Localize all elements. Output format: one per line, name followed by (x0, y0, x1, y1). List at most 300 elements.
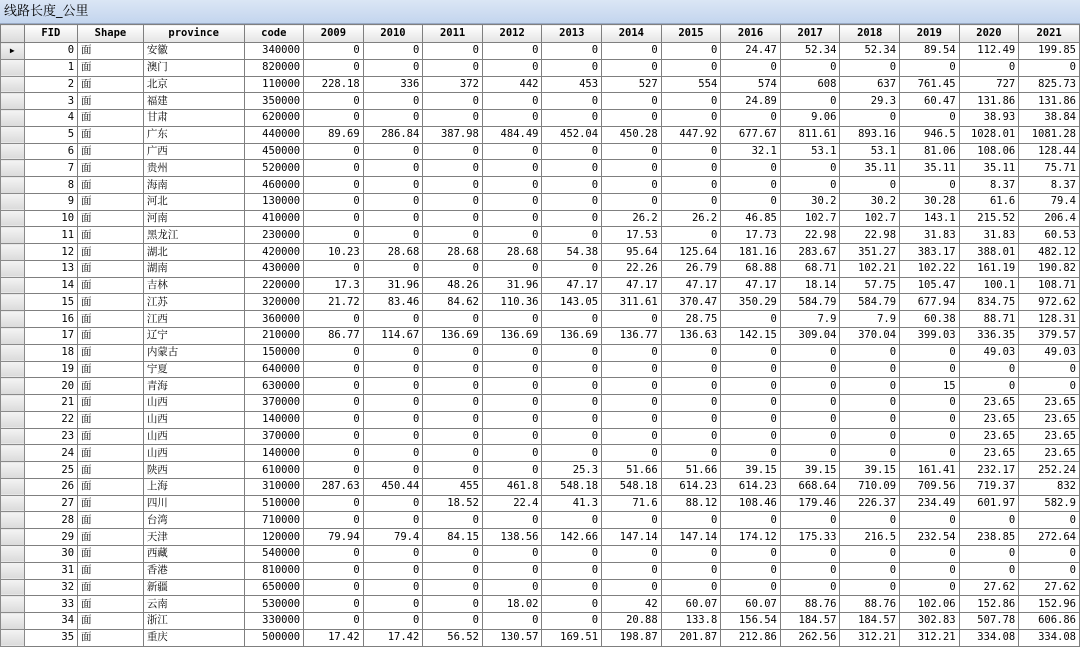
cell-2011[interactable]: 372 (423, 76, 483, 93)
cell-shape[interactable]: 面 (78, 43, 144, 60)
cell-shape[interactable]: 面 (78, 110, 144, 127)
cell-2016[interactable]: 0 (721, 110, 781, 127)
cell-2018[interactable]: 351.27 (840, 244, 900, 261)
cell-2011[interactable]: 0 (423, 93, 483, 110)
cell-code[interactable]: 140000 (244, 411, 304, 428)
cell-2020[interactable]: 23.65 (959, 411, 1019, 428)
cell-shape[interactable]: 面 (78, 445, 144, 462)
cell-2013[interactable]: 0 (542, 613, 602, 630)
cell-2016[interactable]: 677.67 (721, 126, 781, 143)
table-row[interactable] (1, 378, 1080, 395)
cell-2010[interactable]: 0 (363, 193, 423, 210)
cell-2009[interactable]: 0 (304, 579, 364, 596)
cell-2012[interactable]: 31.96 (482, 277, 542, 294)
cell-2013[interactable]: 0 (542, 93, 602, 110)
cell-2010[interactable]: 0 (363, 579, 423, 596)
row-selector[interactable] (1, 495, 25, 512)
cell-2012[interactable]: 0 (482, 260, 542, 277)
cell-2020[interactable]: 23.65 (959, 428, 1019, 445)
cell-2015[interactable]: 201.87 (661, 629, 721, 646)
cell-2014[interactable]: 0 (602, 43, 662, 60)
cell-2020[interactable]: 27.62 (959, 579, 1019, 596)
cell-2020[interactable]: 112.49 (959, 43, 1019, 60)
cell-2011[interactable]: 0 (423, 545, 483, 562)
cell-2016[interactable]: 0 (721, 395, 781, 412)
cell-fid[interactable]: 10 (24, 210, 77, 227)
table-row[interactable] (1, 43, 1080, 60)
cell-shape[interactable]: 面 (78, 629, 144, 646)
cell-2016[interactable]: 32.1 (721, 143, 781, 160)
cell-2021[interactable]: 379.57 (1019, 328, 1080, 345)
cell-2013[interactable]: 0 (542, 428, 602, 445)
cell-province[interactable]: 澳门 (143, 59, 244, 76)
cell-2011[interactable]: 455 (423, 478, 483, 495)
cell-2015[interactable]: 0 (661, 395, 721, 412)
cell-province[interactable]: 海南 (143, 177, 244, 194)
row-selector[interactable] (1, 277, 25, 294)
cell-2014[interactable]: 17.53 (602, 227, 662, 244)
cell-2016[interactable]: 39.15 (721, 462, 781, 479)
table-row[interactable] (1, 411, 1080, 428)
row-selector[interactable] (1, 193, 25, 210)
cell-2013[interactable]: 0 (542, 545, 602, 562)
cell-2009[interactable]: 89.69 (304, 126, 364, 143)
cell-shape[interactable]: 面 (78, 596, 144, 613)
cell-code[interactable]: 420000 (244, 244, 304, 261)
row-selector[interactable] (1, 328, 25, 345)
cell-2021[interactable]: 482.12 (1019, 244, 1080, 261)
cell-2010[interactable]: 0 (363, 93, 423, 110)
cell-2020[interactable]: 1028.01 (959, 126, 1019, 143)
cell-2010[interactable]: 0 (363, 210, 423, 227)
table-row[interactable] (1, 562, 1080, 579)
table-row[interactable] (1, 361, 1080, 378)
cell-2016[interactable]: 24.47 (721, 43, 781, 60)
cell-code[interactable]: 820000 (244, 59, 304, 76)
cell-2020[interactable]: 152.86 (959, 596, 1019, 613)
row-selector[interactable] (1, 579, 25, 596)
cell-2021[interactable]: 606.86 (1019, 613, 1080, 630)
cell-2015[interactable]: 0 (661, 411, 721, 428)
cell-2021[interactable]: 832 (1019, 478, 1080, 495)
row-selector[interactable] (1, 378, 25, 395)
cell-2012[interactable]: 461.8 (482, 478, 542, 495)
cell-2014[interactable]: 42 (602, 596, 662, 613)
row-selector[interactable] (1, 445, 25, 462)
cell-2021[interactable]: 75.71 (1019, 160, 1080, 177)
cell-2011[interactable]: 387.98 (423, 126, 483, 143)
cell-2017[interactable]: 584.79 (780, 294, 840, 311)
row-selector[interactable] (1, 260, 25, 277)
cell-2021[interactable]: 582.9 (1019, 495, 1080, 512)
cell-2010[interactable]: 0 (363, 227, 423, 244)
cell-2010[interactable]: 0 (363, 545, 423, 562)
row-selector[interactable] (1, 478, 25, 495)
cell-2017[interactable]: 668.64 (780, 478, 840, 495)
cell-2015[interactable]: 0 (661, 562, 721, 579)
cell-2019[interactable]: 0 (900, 177, 960, 194)
cell-fid[interactable]: 3 (24, 93, 77, 110)
cell-2020[interactable]: 507.78 (959, 613, 1019, 630)
cell-2021[interactable]: 1081.28 (1019, 126, 1080, 143)
cell-2017[interactable]: 309.04 (780, 328, 840, 345)
cell-2018[interactable]: 22.98 (840, 227, 900, 244)
column-header-2015[interactable]: 2015 (661, 25, 721, 43)
cell-2009[interactable]: 0 (304, 395, 364, 412)
cell-2011[interactable]: 28.68 (423, 244, 483, 261)
cell-2011[interactable]: 0 (423, 143, 483, 160)
cell-2010[interactable]: 286.84 (363, 126, 423, 143)
row-selector[interactable] (1, 126, 25, 143)
cell-2013[interactable]: 0 (542, 110, 602, 127)
cell-2021[interactable]: 972.62 (1019, 294, 1080, 311)
cell-2018[interactable]: 370.04 (840, 328, 900, 345)
cell-2013[interactable]: 47.17 (542, 277, 602, 294)
cell-2019[interactable]: 0 (900, 562, 960, 579)
cell-2016[interactable]: 0 (721, 579, 781, 596)
cell-province[interactable]: 福建 (143, 93, 244, 110)
row-selector[interactable] (1, 545, 25, 562)
cell-2020[interactable]: 88.71 (959, 311, 1019, 328)
table-row[interactable] (1, 529, 1080, 546)
row-selector[interactable] (1, 613, 25, 630)
cell-fid[interactable]: 15 (24, 294, 77, 311)
cell-shape[interactable]: 面 (78, 361, 144, 378)
cell-2009[interactable]: 0 (304, 311, 364, 328)
cell-2020[interactable]: 727 (959, 76, 1019, 93)
cell-2009[interactable]: 228.18 (304, 76, 364, 93)
cell-2015[interactable]: 0 (661, 143, 721, 160)
cell-2020[interactable]: 238.85 (959, 529, 1019, 546)
cell-2017[interactable]: 9.06 (780, 110, 840, 127)
cell-2011[interactable]: 0 (423, 596, 483, 613)
cell-2009[interactable]: 0 (304, 143, 364, 160)
cell-2015[interactable]: 0 (661, 378, 721, 395)
cell-code[interactable]: 410000 (244, 210, 304, 227)
cell-2009[interactable]: 0 (304, 495, 364, 512)
cell-2018[interactable]: 584.79 (840, 294, 900, 311)
cell-2019[interactable]: 161.41 (900, 462, 960, 479)
cell-province[interactable]: 上海 (143, 478, 244, 495)
cell-2019[interactable]: 60.47 (900, 93, 960, 110)
cell-fid[interactable]: 17 (24, 328, 77, 345)
cell-2011[interactable]: 0 (423, 445, 483, 462)
cell-province[interactable]: 新疆 (143, 579, 244, 596)
cell-province[interactable]: 河南 (143, 210, 244, 227)
column-header-2018[interactable]: 2018 (840, 25, 900, 43)
cell-2012[interactable]: 0 (482, 545, 542, 562)
cell-fid[interactable]: 6 (24, 143, 77, 160)
cell-2010[interactable]: 83.46 (363, 294, 423, 311)
cell-shape[interactable]: 面 (78, 562, 144, 579)
column-header-2009[interactable]: 2009 (304, 25, 364, 43)
cell-2018[interactable]: 30.2 (840, 193, 900, 210)
cell-2015[interactable]: 47.17 (661, 277, 721, 294)
cell-2019[interactable]: 89.54 (900, 43, 960, 60)
cell-2009[interactable]: 0 (304, 260, 364, 277)
column-header-2017[interactable]: 2017 (780, 25, 840, 43)
cell-2013[interactable]: 548.18 (542, 478, 602, 495)
cell-2015[interactable]: 0 (661, 93, 721, 110)
cell-2011[interactable]: 0 (423, 562, 483, 579)
table-row[interactable] (1, 579, 1080, 596)
cell-2016[interactable]: 0 (721, 344, 781, 361)
cell-code[interactable]: 210000 (244, 328, 304, 345)
cell-2013[interactable]: 0 (542, 512, 602, 529)
cell-2014[interactable]: 450.28 (602, 126, 662, 143)
cell-2019[interactable]: 0 (900, 512, 960, 529)
row-selector[interactable] (1, 43, 25, 60)
cell-2014[interactable]: 147.14 (602, 529, 662, 546)
cell-province[interactable]: 广西 (143, 143, 244, 160)
cell-2021[interactable]: 190.82 (1019, 260, 1080, 277)
cell-2009[interactable]: 0 (304, 462, 364, 479)
cell-2020[interactable]: 388.01 (959, 244, 1019, 261)
cell-2015[interactable]: 26.79 (661, 260, 721, 277)
cell-2012[interactable]: 28.68 (482, 244, 542, 261)
cell-fid[interactable]: 2 (24, 76, 77, 93)
cell-2020[interactable]: 215.52 (959, 210, 1019, 227)
cell-province[interactable]: 山西 (143, 411, 244, 428)
cell-2009[interactable]: 21.72 (304, 294, 364, 311)
cell-province[interactable]: 广东 (143, 126, 244, 143)
cell-shape[interactable]: 面 (78, 93, 144, 110)
cell-province[interactable]: 贵州 (143, 160, 244, 177)
cell-code[interactable]: 440000 (244, 126, 304, 143)
cell-code[interactable]: 450000 (244, 143, 304, 160)
cell-2020[interactable]: 23.65 (959, 445, 1019, 462)
cell-2009[interactable]: 0 (304, 160, 364, 177)
cell-2021[interactable]: 0 (1019, 545, 1080, 562)
cell-2017[interactable]: 0 (780, 562, 840, 579)
cell-province[interactable]: 四川 (143, 495, 244, 512)
cell-2010[interactable]: 0 (363, 428, 423, 445)
cell-fid[interactable]: 5 (24, 126, 77, 143)
cell-2018[interactable]: 53.1 (840, 143, 900, 160)
cell-fid[interactable]: 19 (24, 361, 77, 378)
cell-2009[interactable]: 287.63 (304, 478, 364, 495)
cell-2009[interactable]: 0 (304, 562, 364, 579)
cell-2018[interactable]: 0 (840, 177, 900, 194)
cell-2009[interactable]: 0 (304, 445, 364, 462)
cell-2019[interactable]: 709.56 (900, 478, 960, 495)
cell-2012[interactable]: 0 (482, 445, 542, 462)
cell-2016[interactable]: 0 (721, 378, 781, 395)
cell-2020[interactable]: 232.17 (959, 462, 1019, 479)
cell-code[interactable]: 230000 (244, 227, 304, 244)
cell-province[interactable]: 河北 (143, 193, 244, 210)
table-row[interactable] (1, 126, 1080, 143)
cell-shape[interactable]: 面 (78, 260, 144, 277)
cell-2012[interactable]: 0 (482, 579, 542, 596)
cell-2019[interactable]: 81.06 (900, 143, 960, 160)
cell-shape[interactable]: 面 (78, 462, 144, 479)
cell-2010[interactable]: 0 (363, 411, 423, 428)
cell-province[interactable]: 安徽 (143, 43, 244, 60)
cell-2011[interactable]: 84.62 (423, 294, 483, 311)
column-header-fid[interactable]: FID (24, 25, 77, 43)
cell-shape[interactable]: 面 (78, 143, 144, 160)
table-row[interactable] (1, 260, 1080, 277)
cell-2016[interactable]: 0 (721, 512, 781, 529)
cell-2016[interactable]: 212.86 (721, 629, 781, 646)
cell-2013[interactable]: 54.38 (542, 244, 602, 261)
cell-2015[interactable]: 447.92 (661, 126, 721, 143)
cell-province[interactable]: 云南 (143, 596, 244, 613)
cell-2013[interactable]: 25.3 (542, 462, 602, 479)
cell-fid[interactable]: 32 (24, 579, 77, 596)
cell-province[interactable]: 辽宁 (143, 328, 244, 345)
cell-2020[interactable]: 31.83 (959, 227, 1019, 244)
cell-2015[interactable]: 0 (661, 512, 721, 529)
cell-2018[interactable]: 893.16 (840, 126, 900, 143)
row-selector[interactable] (1, 361, 25, 378)
cell-2019[interactable]: 234.49 (900, 495, 960, 512)
cell-2009[interactable]: 0 (304, 411, 364, 428)
cell-2011[interactable]: 0 (423, 260, 483, 277)
cell-2019[interactable]: 35.11 (900, 160, 960, 177)
cell-2019[interactable]: 0 (900, 361, 960, 378)
row-selector[interactable] (1, 428, 25, 445)
cell-2021[interactable]: 49.03 (1019, 344, 1080, 361)
cell-2020[interactable]: 61.6 (959, 193, 1019, 210)
cell-2010[interactable]: 0 (363, 512, 423, 529)
cell-2014[interactable]: 0 (602, 445, 662, 462)
cell-2013[interactable]: 143.05 (542, 294, 602, 311)
cell-2013[interactable]: 0 (542, 177, 602, 194)
cell-2021[interactable]: 0 (1019, 59, 1080, 76)
cell-2009[interactable]: 0 (304, 596, 364, 613)
cell-2018[interactable]: 0 (840, 110, 900, 127)
cell-fid[interactable]: 30 (24, 545, 77, 562)
cell-2018[interactable]: 29.3 (840, 93, 900, 110)
cell-2013[interactable]: 0 (542, 378, 602, 395)
cell-code[interactable]: 500000 (244, 629, 304, 646)
cell-2017[interactable]: 0 (780, 445, 840, 462)
column-header-shape[interactable]: Shape (78, 25, 144, 43)
cell-2018[interactable]: 0 (840, 579, 900, 596)
cell-2012[interactable]: 484.49 (482, 126, 542, 143)
cell-2012[interactable]: 0 (482, 59, 542, 76)
cell-2018[interactable]: 0 (840, 445, 900, 462)
cell-province[interactable]: 湖南 (143, 260, 244, 277)
cell-2019[interactable]: 102.06 (900, 596, 960, 613)
cell-2021[interactable]: 60.53 (1019, 227, 1080, 244)
cell-2021[interactable]: 27.62 (1019, 579, 1080, 596)
table-row[interactable] (1, 629, 1080, 646)
cell-2018[interactable]: 216.5 (840, 529, 900, 546)
cell-2014[interactable]: 0 (602, 143, 662, 160)
cell-2011[interactable]: 0 (423, 193, 483, 210)
cell-fid[interactable]: 9 (24, 193, 77, 210)
cell-2019[interactable]: 0 (900, 428, 960, 445)
cell-fid[interactable]: 0 (24, 43, 77, 60)
row-selector[interactable] (1, 562, 25, 579)
table-row[interactable] (1, 177, 1080, 194)
cell-2019[interactable]: 0 (900, 59, 960, 76)
cell-2020[interactable]: 49.03 (959, 344, 1019, 361)
column-header-province[interactable]: province (143, 25, 244, 43)
cell-2016[interactable]: 0 (721, 411, 781, 428)
cell-2013[interactable]: 0 (542, 160, 602, 177)
row-selector[interactable] (1, 160, 25, 177)
cell-fid[interactable]: 13 (24, 260, 77, 277)
cell-2019[interactable]: 399.03 (900, 328, 960, 345)
cell-2017[interactable]: 30.2 (780, 193, 840, 210)
cell-fid[interactable]: 11 (24, 227, 77, 244)
cell-2015[interactable]: 26.2 (661, 210, 721, 227)
cell-2020[interactable]: 35.11 (959, 160, 1019, 177)
cell-2017[interactable]: 283.67 (780, 244, 840, 261)
cell-2014[interactable]: 51.66 (602, 462, 662, 479)
cell-2021[interactable]: 0 (1019, 562, 1080, 579)
cell-2020[interactable]: 131.86 (959, 93, 1019, 110)
cell-2014[interactable]: 198.87 (602, 629, 662, 646)
cell-2013[interactable]: 453 (542, 76, 602, 93)
cell-2013[interactable]: 0 (542, 579, 602, 596)
cell-2012[interactable]: 22.4 (482, 495, 542, 512)
cell-2018[interactable]: 57.75 (840, 277, 900, 294)
cell-2014[interactable]: 527 (602, 76, 662, 93)
cell-fid[interactable]: 33 (24, 596, 77, 613)
cell-2011[interactable]: 0 (423, 311, 483, 328)
cell-2017[interactable]: 0 (780, 93, 840, 110)
cell-2019[interactable]: 60.38 (900, 311, 960, 328)
attribute-table-grid[interactable] (0, 24, 1080, 644)
cell-2012[interactable]: 0 (482, 613, 542, 630)
cell-2009[interactable]: 0 (304, 227, 364, 244)
cell-province[interactable]: 江西 (143, 311, 244, 328)
table-row[interactable] (1, 294, 1080, 311)
cell-2016[interactable]: 0 (721, 160, 781, 177)
cell-2016[interactable]: 156.54 (721, 613, 781, 630)
cell-shape[interactable]: 面 (78, 344, 144, 361)
cell-2009[interactable]: 0 (304, 93, 364, 110)
cell-2009[interactable]: 0 (304, 59, 364, 76)
cell-2019[interactable]: 0 (900, 395, 960, 412)
cell-2011[interactable]: 0 (423, 613, 483, 630)
table-row[interactable] (1, 495, 1080, 512)
cell-2011[interactable]: 84.15 (423, 529, 483, 546)
cell-2009[interactable]: 17.3 (304, 277, 364, 294)
cell-2017[interactable]: 102.7 (780, 210, 840, 227)
cell-2010[interactable]: 0 (363, 143, 423, 160)
cell-2020[interactable]: 719.37 (959, 478, 1019, 495)
cell-code[interactable]: 520000 (244, 160, 304, 177)
cell-2015[interactable]: 133.8 (661, 613, 721, 630)
cell-province[interactable]: 吉林 (143, 277, 244, 294)
cell-2015[interactable]: 0 (661, 177, 721, 194)
table-row[interactable] (1, 596, 1080, 613)
row-selector[interactable] (1, 462, 25, 479)
column-header-2011[interactable]: 2011 (423, 25, 483, 43)
cell-2017[interactable]: 608 (780, 76, 840, 93)
cell-2017[interactable]: 39.15 (780, 462, 840, 479)
cell-2018[interactable]: 226.37 (840, 495, 900, 512)
cell-2016[interactable]: 614.23 (721, 478, 781, 495)
cell-2010[interactable]: 114.67 (363, 328, 423, 345)
cell-2013[interactable]: 0 (542, 227, 602, 244)
cell-code[interactable]: 120000 (244, 529, 304, 546)
cell-2020[interactable]: 38.93 (959, 110, 1019, 127)
column-header-2016[interactable]: 2016 (721, 25, 781, 43)
cell-2021[interactable]: 8.37 (1019, 177, 1080, 194)
cell-code[interactable]: 620000 (244, 110, 304, 127)
cell-2014[interactable]: 0 (602, 579, 662, 596)
cell-2017[interactable]: 0 (780, 59, 840, 76)
cell-2014[interactable]: 0 (602, 428, 662, 445)
cell-fid[interactable]: 28 (24, 512, 77, 529)
